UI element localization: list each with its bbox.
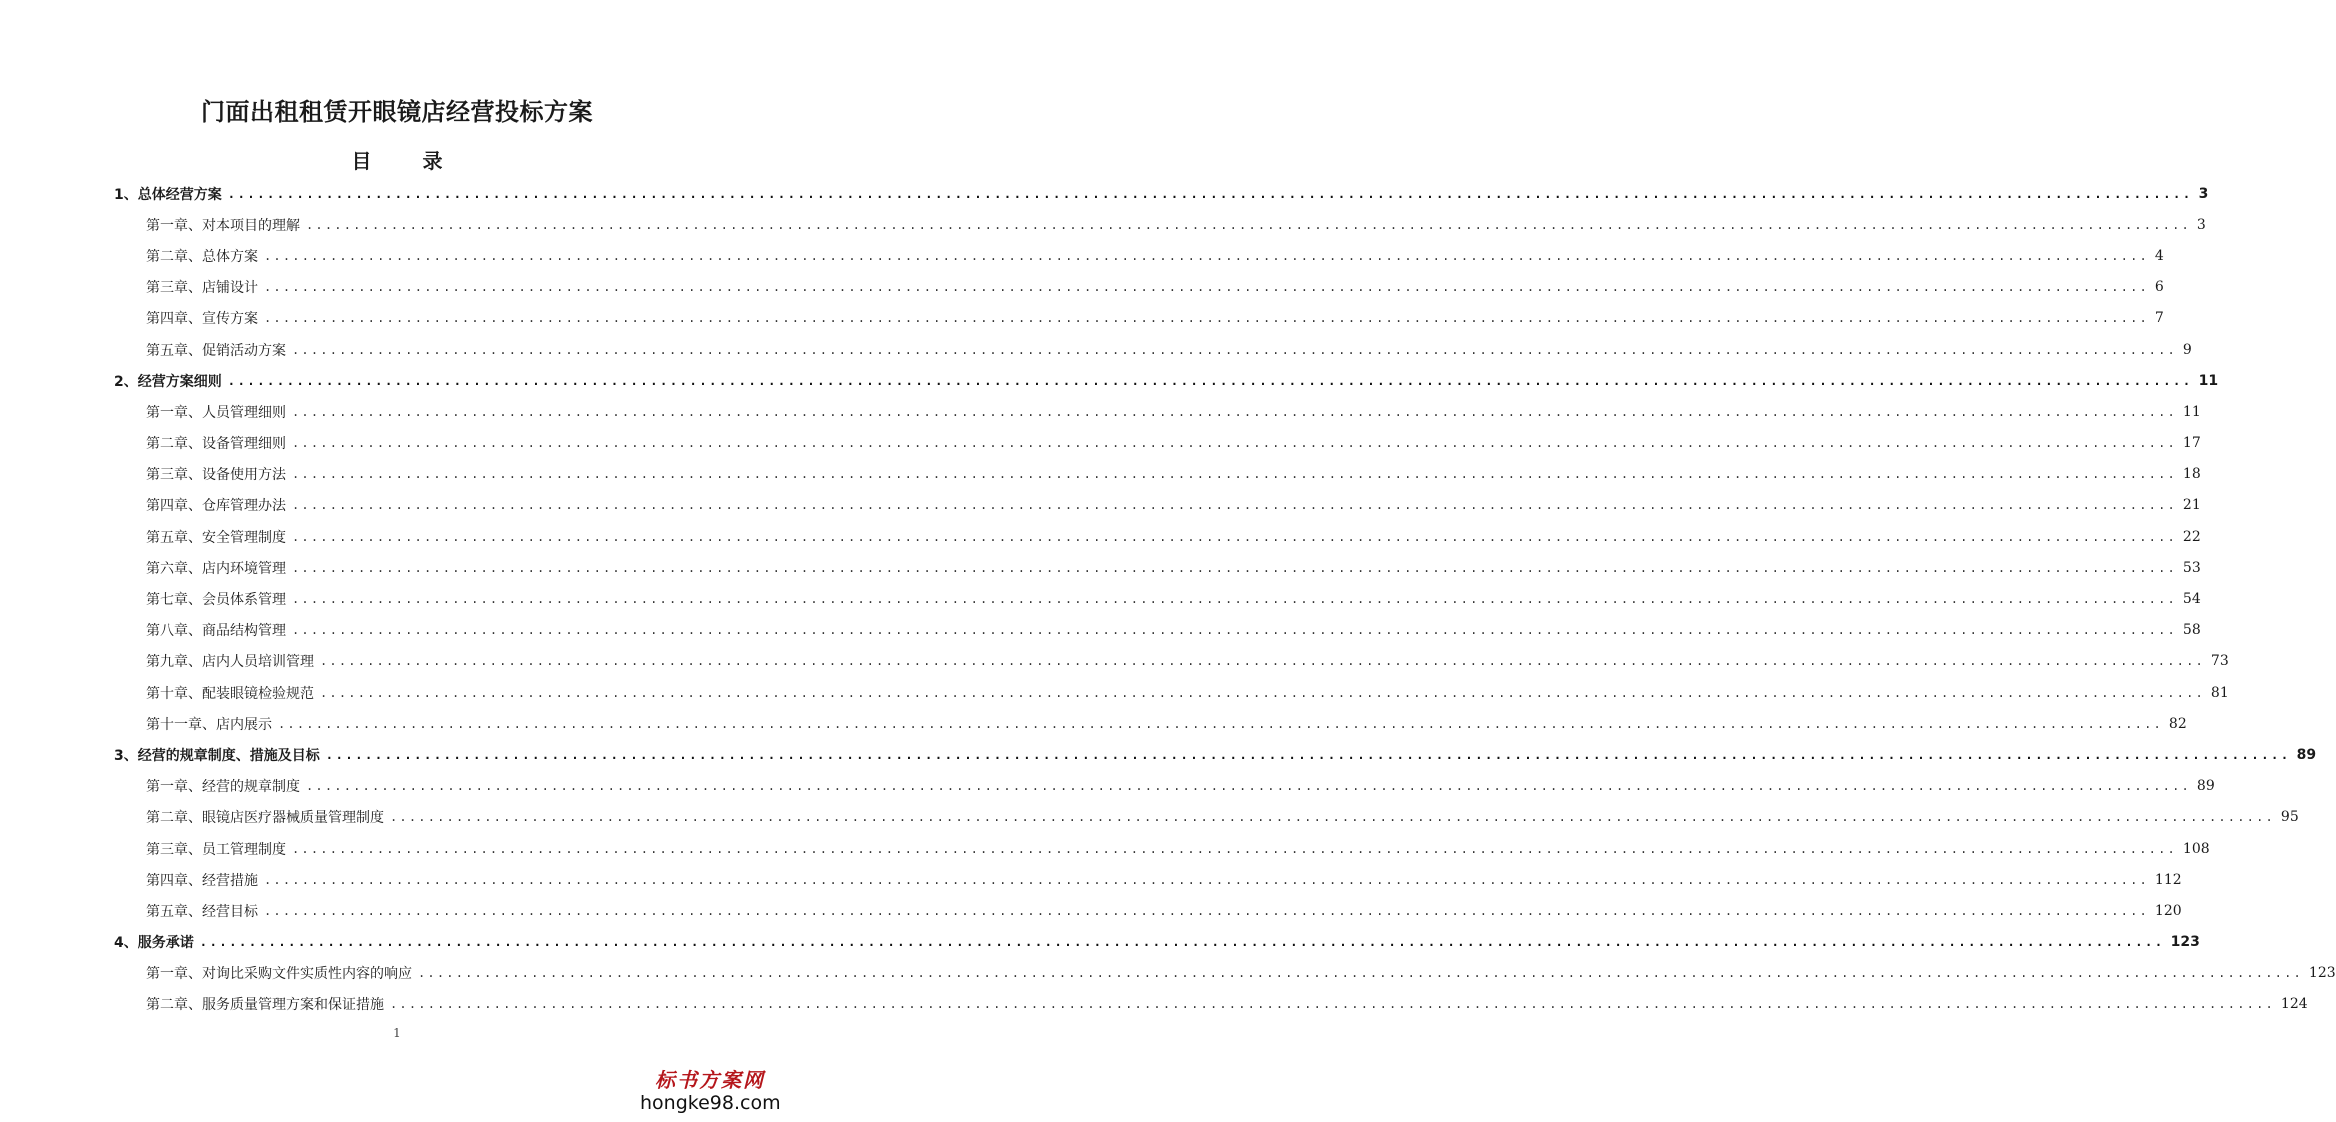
- toc-chapter-entry[interactable]: [146, 802, 2299, 833]
- page-number: 1: [393, 1026, 401, 1040]
- watermark-logo: [640, 1068, 780, 1114]
- toc-entry-page: 95: [2280, 809, 2299, 826]
- toc-dot-leader: ........................................................................................................................................................................................................: [320, 654, 2205, 669]
- toc-dot-leader: ........................................................................................................................................................................................................: [390, 810, 2275, 825]
- toc-entry-label: 3、经营的规章制度、措施及目标: [114, 747, 320, 764]
- toc-entry-label: 第四章、经营措施: [146, 872, 258, 889]
- watermark-url: hongke98.com: [640, 1092, 781, 1114]
- toc-entry-page: 22: [2182, 528, 2201, 545]
- toc-dot-leader: ........................................................................................................................................................................................................: [264, 872, 2149, 887]
- toc-dot-leader: ........................................................................................................................................................................................................: [227, 186, 2193, 201]
- toc-entry-page: 120: [2154, 902, 2182, 919]
- toc-entry-label: 第十章、配装眼镜检验规范: [146, 685, 314, 702]
- toc-entry-label: 第四章、仓库管理办法: [146, 498, 286, 515]
- toc-chapter-entry[interactable]: [146, 708, 2187, 739]
- toc-chapter-entry[interactable]: [146, 677, 2229, 708]
- toc-chapter-entry[interactable]: [146, 521, 2201, 552]
- toc-dot-leader: ........................................................................................................................................................................................................: [264, 311, 2149, 326]
- toc-entry-label: 第三章、设备使用方法: [146, 467, 286, 484]
- toc-entry-page: 21: [2182, 497, 2201, 514]
- toc-entry-page: 89: [2296, 746, 2317, 763]
- toc-entry-label: 第五章、经营目标: [146, 903, 258, 920]
- toc-entry-label: 第一章、经营的规章制度: [146, 779, 300, 796]
- toc-entry-label: 4、服务承诺: [114, 935, 194, 952]
- toc-entry-page: 54: [2182, 591, 2201, 608]
- toc-dot-leader: ........................................................................................................................................................................................................: [278, 716, 2163, 731]
- toc-chapter-entry[interactable]: [146, 552, 2201, 583]
- toc-chapter-entry[interactable]: [146, 989, 2308, 1020]
- toc-chapter-entry[interactable]: [146, 833, 2210, 864]
- toc-chapter-entry[interactable]: [146, 583, 2201, 614]
- toc-entry-label: 第六章、店内环境管理: [146, 560, 286, 577]
- toc-entry-page: 11: [2182, 403, 2201, 420]
- toc-entry-page: 82: [2168, 715, 2187, 732]
- toc-chapter-entry[interactable]: [146, 240, 2164, 271]
- toc-entry-label: 第二章、设备管理细则: [146, 436, 286, 453]
- toc-section-entry[interactable]: [114, 365, 2219, 396]
- toc-dot-leader: ........................................................................................................................................................................................................: [292, 498, 2177, 513]
- toc-dot-leader: ........................................................................................................................................................................................................: [264, 248, 2149, 263]
- toc-entry-label: 第一章、对本项目的理解: [146, 217, 300, 234]
- toc-chapter-entry[interactable]: [146, 895, 2182, 926]
- toc-dot-leader: ........................................................................................................................................................................................................: [292, 560, 2177, 575]
- toc-dot-leader: ........................................................................................................................................................................................................: [199, 935, 2165, 950]
- toc-dot-leader: ........................................................................................................................................................................................................: [264, 903, 2149, 918]
- toc-chapter-entry[interactable]: [146, 459, 2201, 490]
- toc-section-entry[interactable]: [114, 739, 2317, 770]
- toc-chapter-entry[interactable]: [146, 209, 2206, 240]
- toc-dot-leader: ........................................................................................................................................................................................................: [292, 841, 2177, 856]
- toc-entry-label: 第三章、店铺设计: [146, 280, 258, 297]
- toc-entry-page: 58: [2182, 622, 2201, 639]
- toc-entry-label: 第一章、对询比采购文件实质性内容的响应: [146, 966, 412, 983]
- toc-entry-page: 53: [2182, 559, 2201, 576]
- toc-dot-leader: ........................................................................................................................................................................................................: [320, 685, 2205, 700]
- toc-chapter-entry[interactable]: [146, 396, 2201, 427]
- toc-chapter-entry[interactable]: [146, 958, 2336, 989]
- toc-dot-leader: ........................................................................................................................................................................................................: [227, 373, 2193, 388]
- toc-chapter-entry[interactable]: [146, 334, 2192, 365]
- toc-dot-leader: ........................................................................................................................................................................................................: [306, 217, 2191, 232]
- toc-entry-page: 11: [2198, 372, 2219, 389]
- toc-entry-label: 第三章、员工管理制度: [146, 841, 286, 858]
- toc-entry-label: 第二章、总体方案: [146, 248, 258, 265]
- toc-entry-label: 第五章、安全管理制度: [146, 529, 286, 546]
- toc-entry-label: 第七章、会员体系管理: [146, 592, 286, 609]
- toc-dot-leader: ........................................................................................................................................................................................................: [292, 529, 2177, 544]
- toc-entry-page: 3: [2198, 185, 2209, 202]
- toc-entry-label: 第九章、店内人员培训管理: [146, 654, 314, 671]
- toc-entry-label: 第二章、服务质量管理方案和保证措施: [146, 997, 384, 1014]
- toc-entry-label: 1、总体经营方案: [114, 186, 222, 203]
- toc-entry-label: 第一章、人员管理细则: [146, 404, 286, 421]
- toc-entry-label: 第十一章、店内展示: [146, 716, 272, 733]
- toc-entry-page: 4: [2154, 247, 2164, 264]
- toc-entry-page: 3: [2196, 216, 2206, 233]
- toc-heading: 目 录: [351, 149, 465, 173]
- toc-dot-leader: ........................................................................................................................................................................................................: [264, 280, 2149, 295]
- toc-dot-leader: ........................................................................................................................................................................................................: [292, 404, 2177, 419]
- watermark-brand: 标书方案网: [655, 1068, 765, 1092]
- toc-entry-page: 17: [2182, 435, 2201, 452]
- toc-dot-leader: ........................................................................................................................................................................................................: [292, 436, 2177, 451]
- toc-chapter-entry[interactable]: [146, 428, 2201, 459]
- toc-chapter-entry[interactable]: [146, 615, 2201, 646]
- toc-entry-page: 7: [2154, 310, 2164, 327]
- toc-entry-page: 112: [2154, 871, 2182, 888]
- toc-dot-leader: ........................................................................................................................................................................................................: [292, 623, 2177, 638]
- toc-entry-page: 124: [2280, 996, 2308, 1013]
- toc-chapter-entry[interactable]: [146, 864, 2182, 895]
- toc-entry-page: 81: [2210, 684, 2229, 701]
- toc-dot-leader: ........................................................................................................................................................................................................: [390, 997, 2275, 1012]
- toc-chapter-entry[interactable]: [146, 646, 2229, 677]
- toc-dot-leader: ........................................................................................................................................................................................................: [292, 592, 2177, 607]
- toc-entry-page: 9: [2182, 341, 2192, 358]
- toc-entry-label: 第四章、宣传方案: [146, 311, 258, 328]
- toc-entry-page: 6: [2154, 279, 2164, 296]
- toc-dot-leader: ........................................................................................................................................................................................................: [292, 342, 2177, 357]
- toc-entry-page: 123: [2308, 965, 2336, 982]
- toc-entry-page: 123: [2170, 934, 2200, 951]
- document-title: 门面出租租赁开眼镜店经营投标方案: [201, 98, 593, 126]
- toc-dot-leader: ........................................................................................................................................................................................................: [306, 779, 2191, 794]
- toc-entry-label: 第二章、眼镜店医疗器械质量管理制度: [146, 810, 384, 827]
- toc-dot-leader: ........................................................................................................................................................................................................: [418, 966, 2303, 981]
- toc-chapter-entry[interactable]: [146, 771, 2215, 802]
- toc-entry-page: 108: [2182, 840, 2210, 857]
- toc-section-entry[interactable]: [114, 178, 2209, 209]
- toc-dot-leader: ........................................................................................................................................................................................................: [325, 747, 2291, 762]
- toc-chapter-entry[interactable]: [146, 303, 2164, 334]
- toc-entry-label: 第八章、商品结构管理: [146, 623, 286, 640]
- toc-section-entry[interactable]: [114, 927, 2200, 958]
- toc-entry-page: 89: [2196, 778, 2215, 795]
- toc-chapter-entry[interactable]: [146, 490, 2201, 521]
- toc-chapter-entry[interactable]: [146, 272, 2164, 303]
- toc-entry-page: 18: [2182, 466, 2201, 483]
- toc-entry-page: 73: [2210, 653, 2229, 670]
- toc-entry-label: 2、经营方案细则: [114, 373, 222, 390]
- toc-dot-leader: ........................................................................................................................................................................................................: [292, 467, 2177, 482]
- toc-entry-label: 第五章、促销活动方案: [146, 342, 286, 359]
- table-of-contents: [0, 178, 2336, 1020]
